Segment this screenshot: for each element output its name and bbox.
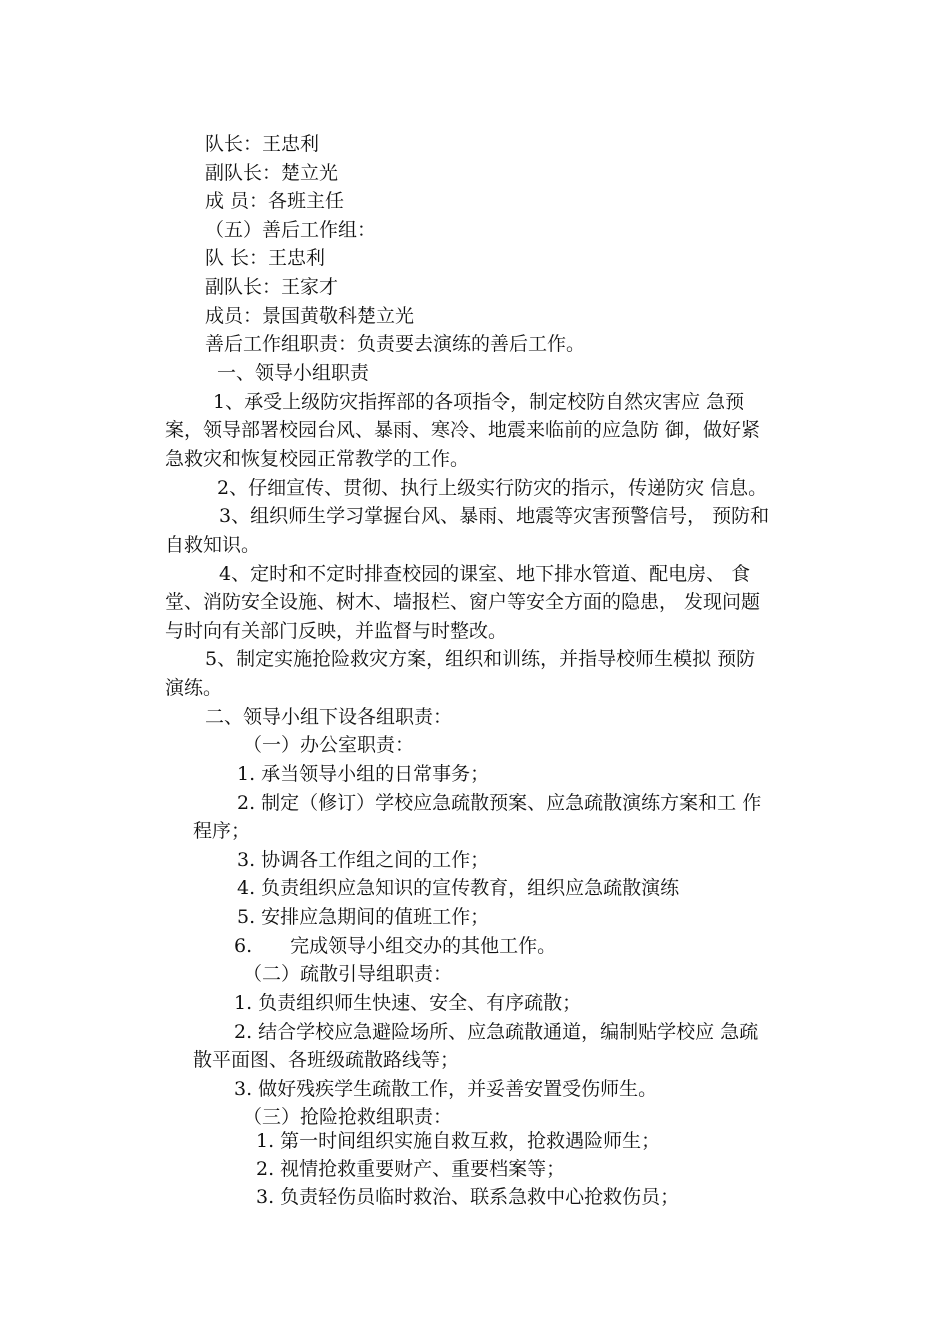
text-line: 成员：景国黄敬科楚立光 [205, 305, 415, 327]
list-item: 3. 协调各工作组之间的工作； [237, 849, 490, 871]
paragraph-line: 自救知识。 [165, 534, 261, 556]
list-item-continuation: 程序； [193, 820, 251, 842]
list-item: 3. 负责轻伤员临时救治、联系急救中心抢救伤员； [256, 1186, 680, 1208]
paragraph-line: 3、组织师生学习掌握台风、暴雨、地震等灾害预警信号， 预防和 [219, 505, 770, 527]
paragraph-line: 演练。 [165, 677, 223, 699]
text-line: 队 长：王忠利 [205, 247, 326, 269]
section-heading: 一、领导小组职责 [217, 362, 370, 384]
list-item: 2. 视情抢救重要财产、重要档案等； [256, 1158, 566, 1180]
paragraph-line: 急救灾和恢复校园正常教学的工作。 [165, 448, 470, 470]
paragraph-line: 与时向有关部门反映，并监督与时整改。 [165, 620, 508, 642]
list-item: 3. 做好残疾学生疏散工作，并妥善安置受伤师生。 [234, 1078, 658, 1100]
section-heading: （五）善后工作组： [205, 219, 377, 241]
paragraph-line: 2、仔细宣传、贯彻、执行上级实行防灾的指示，传递防灾 信息。 [217, 477, 768, 499]
list-item-continuation: 散平面图、各班级疏散路线等； [193, 1049, 460, 1071]
paragraph-line: 1、承受上级防灾指挥部的各项指令，制定校防自然灾害应 急预 [213, 391, 745, 413]
list-item: 1. 承当领导小组的日常事务； [237, 763, 490, 785]
paragraph-line: 案，领导部署校园台风、暴雨、寒冷、地震来临前的应急防 御，做好紧 [165, 419, 761, 441]
paragraph-line: 堂、消防安全设施、树木、墙报栏、窗户等安全方面的隐患， 发现问题 [165, 591, 761, 613]
text-line: 副队长：楚立光 [205, 162, 339, 184]
subsection-heading: （一）办公室职责： [243, 734, 415, 756]
list-item: 5. 安排应急期间的值班工作； [237, 906, 490, 928]
list-item: 2. 结合学校应急避险场所、应急疏散通道，编制贴学校应 急疏 [234, 1021, 759, 1043]
text-line: 队长：王忠利 [205, 133, 320, 155]
text-line: 成 员：各班主任 [205, 190, 345, 212]
subsection-heading: （三）抢险抢救组职责： [243, 1106, 453, 1128]
list-item: 2. 制定（修订）学校应急疏散预案、应急疏散演练方案和工 作 [237, 792, 762, 814]
list-item: 4. 负责组织应急知识的宣传教育，组织应急疏散演练 [237, 877, 680, 899]
list-item: 6. 完成领导小组交办的其他工作。 [234, 935, 557, 957]
list-item: 1. 负责组织师生快速、安全、有序疏散； [234, 992, 582, 1014]
paragraph-line: 5、制定实施抢险救灾方案，组织和训练，并指导校师生模拟 预防 [205, 648, 756, 670]
text-line: 善后工作组职责：负责要去演练的善后工作。 [205, 333, 586, 355]
section-heading: 二、领导小组下设各组职责： [205, 706, 453, 728]
paragraph-line: 4、定时和不定时排查校园的课室、地下排水管道、配电房、 食 [219, 563, 751, 585]
list-item: 1. 第一时间组织实施自救互救，抢救遇险师生； [256, 1130, 661, 1152]
subsection-heading: （二）疏散引导组职责： [243, 963, 453, 985]
text-line: 副队长：王家才 [205, 276, 339, 298]
